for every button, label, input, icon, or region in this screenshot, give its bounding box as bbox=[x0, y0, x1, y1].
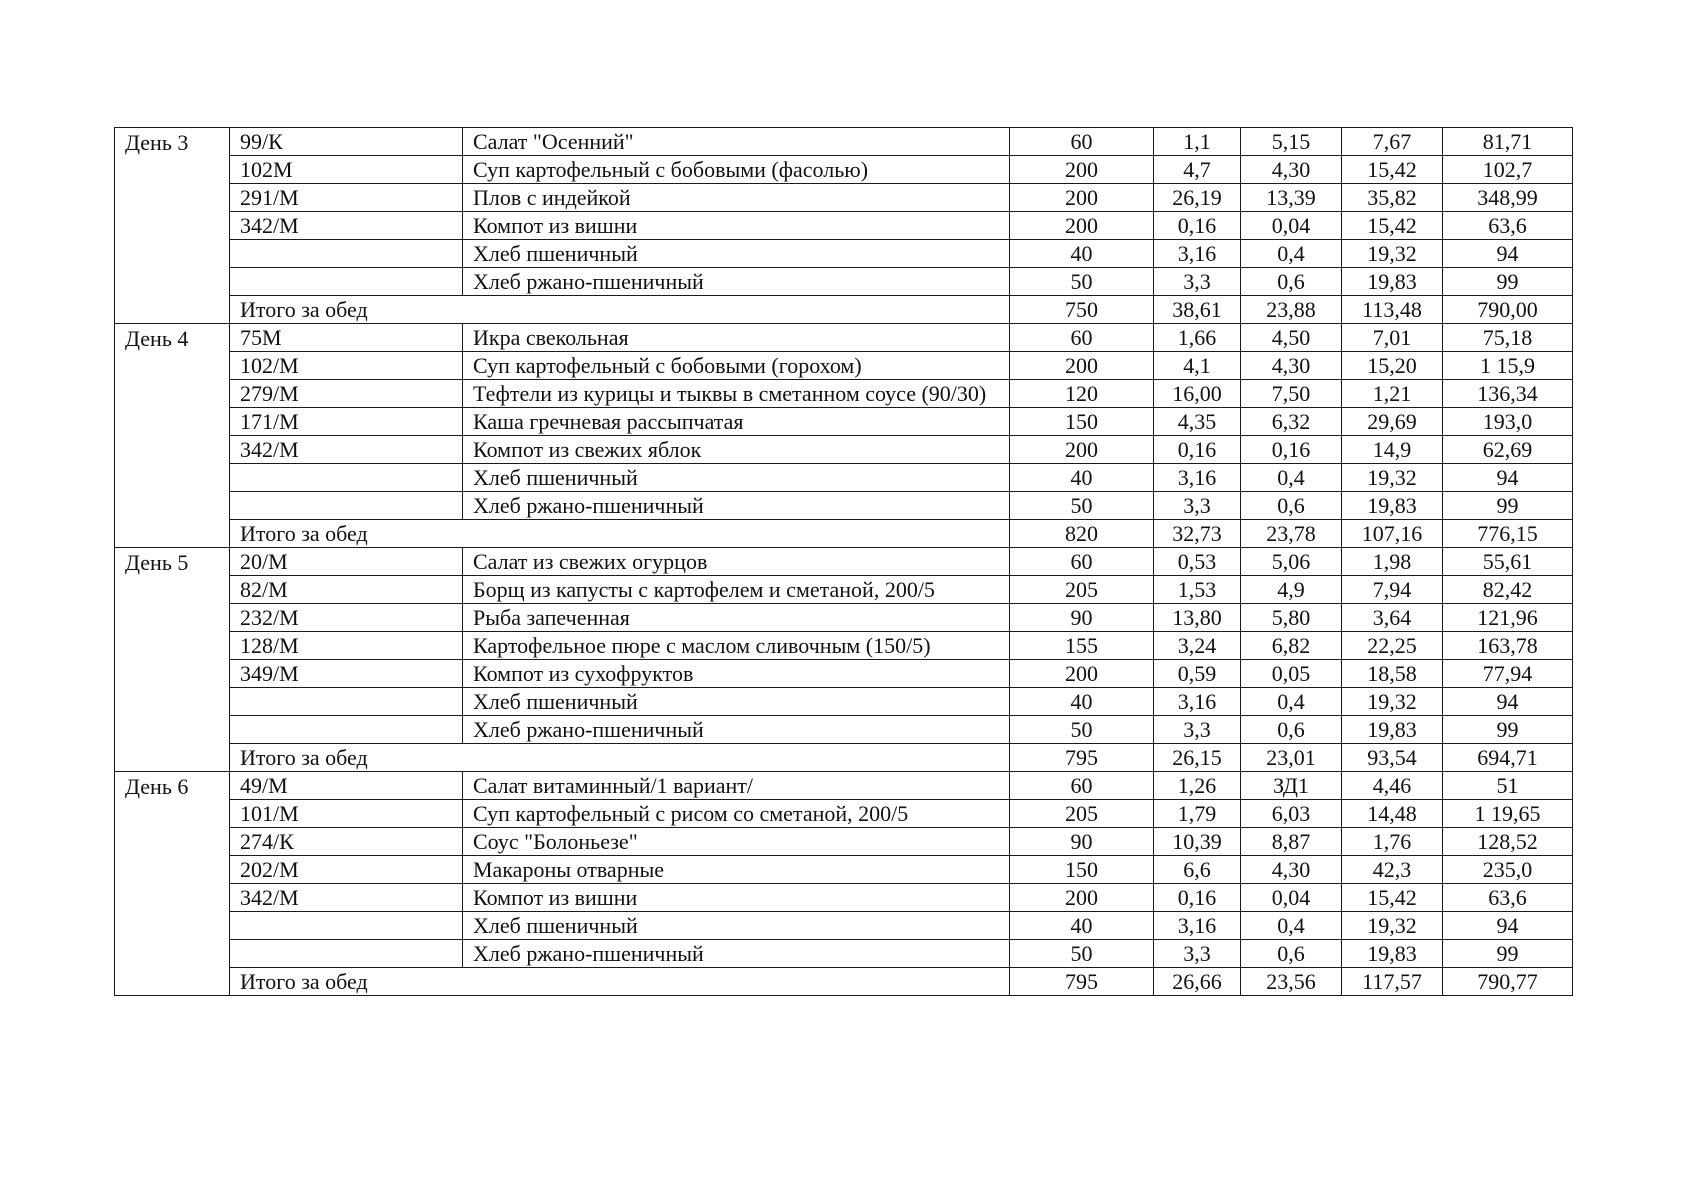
fat-cell: 0,04 bbox=[1241, 212, 1342, 240]
fat-cell: 5,80 bbox=[1241, 604, 1342, 632]
protein-cell: 3,16 bbox=[1154, 688, 1241, 716]
weight-cell: 60 bbox=[1010, 548, 1154, 576]
recipe-code-cell: 342/М bbox=[230, 436, 463, 464]
table-row bbox=[115, 408, 1573, 436]
kcal-cell: 235,0 bbox=[1443, 856, 1573, 884]
kcal-cell: 99 bbox=[1443, 716, 1573, 744]
total-weight-cell: 795 bbox=[1010, 744, 1154, 772]
fat-cell: 5,15 bbox=[1241, 128, 1342, 156]
weight-cell: 40 bbox=[1010, 464, 1154, 492]
weight-cell: 205 bbox=[1010, 800, 1154, 828]
fat-cell: 0,05 bbox=[1241, 660, 1342, 688]
recipe-code-cell bbox=[230, 268, 463, 296]
fat-cell: 6,03 bbox=[1241, 800, 1342, 828]
table-row bbox=[115, 660, 1573, 688]
fat-cell: 4,30 bbox=[1241, 856, 1342, 884]
weight-cell: 60 bbox=[1010, 128, 1154, 156]
carbs-cell: 19,32 bbox=[1342, 912, 1443, 940]
table-row bbox=[115, 688, 1573, 716]
weight-cell: 90 bbox=[1010, 604, 1154, 632]
total-protein-cell: 38,61 bbox=[1154, 296, 1241, 324]
fat-cell: 7,50 bbox=[1241, 380, 1342, 408]
table-row bbox=[115, 436, 1573, 464]
kcal-cell: 63,6 bbox=[1443, 212, 1573, 240]
carbs-cell: 15,42 bbox=[1342, 212, 1443, 240]
protein-cell: 16,00 bbox=[1154, 380, 1241, 408]
weight-cell: 90 bbox=[1010, 828, 1154, 856]
table-row bbox=[115, 268, 1573, 296]
weight-cell: 40 bbox=[1010, 912, 1154, 940]
recipe-code-cell: 101/М bbox=[230, 800, 463, 828]
kcal-cell: 75,18 bbox=[1443, 324, 1573, 352]
protein-cell: 10,39 bbox=[1154, 828, 1241, 856]
dish-name-cell: Суп картофельный с бобовыми (горохом) bbox=[463, 352, 1010, 380]
recipe-code-cell: 99/К bbox=[230, 128, 463, 156]
kcal-cell: 94 bbox=[1443, 464, 1573, 492]
protein-cell: 0,16 bbox=[1154, 436, 1241, 464]
recipe-code-cell: 128/М bbox=[230, 632, 463, 660]
kcal-cell: 99 bbox=[1443, 492, 1573, 520]
day-label: День 3 bbox=[115, 128, 230, 324]
total-row bbox=[115, 968, 1573, 996]
weight-cell: 60 bbox=[1010, 324, 1154, 352]
fat-cell: 0,16 bbox=[1241, 436, 1342, 464]
dish-name-cell: Салат "Осенний" bbox=[463, 128, 1010, 156]
protein-cell: 0,53 bbox=[1154, 548, 1241, 576]
dish-name-cell: Плов с индейкой bbox=[463, 184, 1010, 212]
total-kcal-cell: 790,00 bbox=[1443, 296, 1573, 324]
dish-name-cell: Хлеб пшеничный bbox=[463, 464, 1010, 492]
total-row bbox=[115, 520, 1573, 548]
fat-cell: 0,4 bbox=[1241, 464, 1342, 492]
total-fat-cell: 23,01 bbox=[1241, 744, 1342, 772]
table-row bbox=[115, 464, 1573, 492]
total-label: Итого за обед bbox=[230, 968, 1010, 996]
kcal-cell: 99 bbox=[1443, 268, 1573, 296]
table-row bbox=[115, 212, 1573, 240]
table-row bbox=[115, 240, 1573, 268]
carbs-cell: 19,32 bbox=[1342, 688, 1443, 716]
kcal-cell: 62,69 bbox=[1443, 436, 1573, 464]
fat-cell: 4,9 bbox=[1241, 576, 1342, 604]
kcal-cell: 55,61 bbox=[1443, 548, 1573, 576]
weight-cell: 150 bbox=[1010, 408, 1154, 436]
recipe-code-cell: 274/К bbox=[230, 828, 463, 856]
fat-cell: 0,6 bbox=[1241, 268, 1342, 296]
menu-table-body bbox=[115, 128, 1573, 996]
table-row bbox=[115, 856, 1573, 884]
fat-cell: 0,04 bbox=[1241, 884, 1342, 912]
fat-cell: 4,30 bbox=[1241, 352, 1342, 380]
table-row bbox=[115, 380, 1573, 408]
weight-cell: 50 bbox=[1010, 940, 1154, 968]
weight-cell: 155 bbox=[1010, 632, 1154, 660]
total-label: Итого за обед bbox=[230, 296, 1010, 324]
weight-cell: 200 bbox=[1010, 212, 1154, 240]
recipe-code-cell: 102/М bbox=[230, 352, 463, 380]
recipe-code-cell: 279/М bbox=[230, 380, 463, 408]
fat-cell: 0,6 bbox=[1241, 716, 1342, 744]
dish-name-cell: Хлеб ржано-пшеничный bbox=[463, 716, 1010, 744]
carbs-cell: 14,9 bbox=[1342, 436, 1443, 464]
weight-cell: 200 bbox=[1010, 184, 1154, 212]
fat-cell: 0,6 bbox=[1241, 940, 1342, 968]
dish-name-cell: Рыба запеченная bbox=[463, 604, 1010, 632]
kcal-cell: 82,42 bbox=[1443, 576, 1573, 604]
fat-cell: ЗД1 bbox=[1241, 772, 1342, 800]
fat-cell: 13,39 bbox=[1241, 184, 1342, 212]
table-row bbox=[115, 492, 1573, 520]
total-kcal-cell: 776,15 bbox=[1443, 520, 1573, 548]
kcal-cell: 94 bbox=[1443, 912, 1573, 940]
protein-cell: 26,19 bbox=[1154, 184, 1241, 212]
protein-cell: 3,24 bbox=[1154, 632, 1241, 660]
kcal-cell: 348,99 bbox=[1443, 184, 1573, 212]
carbs-cell: 42,3 bbox=[1342, 856, 1443, 884]
recipe-code-cell: 20/М bbox=[230, 548, 463, 576]
total-label: Итого за обед bbox=[230, 520, 1010, 548]
kcal-cell: 63,6 bbox=[1443, 884, 1573, 912]
protein-cell: 3,3 bbox=[1154, 492, 1241, 520]
dish-name-cell: Хлеб пшеничный bbox=[463, 912, 1010, 940]
dish-name-cell: Салат из свежих огурцов bbox=[463, 548, 1010, 576]
weight-cell: 60 bbox=[1010, 772, 1154, 800]
table-row bbox=[115, 156, 1573, 184]
carbs-cell: 29,69 bbox=[1342, 408, 1443, 436]
recipe-code-cell: 49/М bbox=[230, 772, 463, 800]
table-row bbox=[115, 884, 1573, 912]
carbs-cell: 19,83 bbox=[1342, 716, 1443, 744]
total-protein-cell: 32,73 bbox=[1154, 520, 1241, 548]
carbs-cell: 19,83 bbox=[1342, 492, 1443, 520]
kcal-cell: 99 bbox=[1443, 940, 1573, 968]
protein-cell: 4,7 bbox=[1154, 156, 1241, 184]
weight-cell: 200 bbox=[1010, 156, 1154, 184]
total-protein-cell: 26,66 bbox=[1154, 968, 1241, 996]
day-label: День 6 bbox=[115, 772, 230, 996]
recipe-code-cell bbox=[230, 940, 463, 968]
recipe-code-cell bbox=[230, 688, 463, 716]
total-label: Итого за обед bbox=[230, 744, 1010, 772]
dish-name-cell: Картофельное пюре с маслом сливочным (150/5) bbox=[463, 632, 1010, 660]
weight-cell: 200 bbox=[1010, 884, 1154, 912]
recipe-code-cell bbox=[230, 912, 463, 940]
protein-cell: 3,3 bbox=[1154, 940, 1241, 968]
kcal-cell: 193,0 bbox=[1443, 408, 1573, 436]
total-fat-cell: 23,56 bbox=[1241, 968, 1342, 996]
dish-name-cell: Хлеб ржано-пшеничный bbox=[463, 268, 1010, 296]
carbs-cell: 19,32 bbox=[1342, 464, 1443, 492]
weight-cell: 50 bbox=[1010, 492, 1154, 520]
carbs-cell: 15,42 bbox=[1342, 884, 1443, 912]
dish-name-cell: Каша гречневая рассыпчатая bbox=[463, 408, 1010, 436]
total-row bbox=[115, 296, 1573, 324]
fat-cell: 0,4 bbox=[1241, 912, 1342, 940]
recipe-code-cell: 342/М bbox=[230, 212, 463, 240]
fat-cell: 6,82 bbox=[1241, 632, 1342, 660]
recipe-code-cell: 82/М bbox=[230, 576, 463, 604]
table-row bbox=[115, 324, 1573, 352]
total-kcal-cell: 790,77 bbox=[1443, 968, 1573, 996]
fat-cell: 4,50 bbox=[1241, 324, 1342, 352]
weight-cell: 120 bbox=[1010, 380, 1154, 408]
table-row bbox=[115, 828, 1573, 856]
total-row bbox=[115, 744, 1573, 772]
weight-cell: 40 bbox=[1010, 688, 1154, 716]
table-row bbox=[115, 632, 1573, 660]
fat-cell: 4,30 bbox=[1241, 156, 1342, 184]
carbs-cell: 7,94 bbox=[1342, 576, 1443, 604]
kcal-cell: 128,52 bbox=[1443, 828, 1573, 856]
table-row bbox=[115, 716, 1573, 744]
kcal-cell: 163,78 bbox=[1443, 632, 1573, 660]
recipe-code-cell bbox=[230, 716, 463, 744]
total-weight-cell: 795 bbox=[1010, 968, 1154, 996]
recipe-code-cell: 342/М bbox=[230, 884, 463, 912]
total-fat-cell: 23,78 bbox=[1241, 520, 1342, 548]
protein-cell: 1,66 bbox=[1154, 324, 1241, 352]
table-row bbox=[115, 940, 1573, 968]
carbs-cell: 1,76 bbox=[1342, 828, 1443, 856]
recipe-code-cell bbox=[230, 240, 463, 268]
total-carbs-cell: 113,48 bbox=[1342, 296, 1443, 324]
carbs-cell: 18,58 bbox=[1342, 660, 1443, 688]
fat-cell: 5,06 bbox=[1241, 548, 1342, 576]
protein-cell: 0,59 bbox=[1154, 660, 1241, 688]
weight-cell: 200 bbox=[1010, 352, 1154, 380]
kcal-cell: 94 bbox=[1443, 240, 1573, 268]
protein-cell: 3,16 bbox=[1154, 912, 1241, 940]
carbs-cell: 7,67 bbox=[1342, 128, 1443, 156]
protein-cell: 3,3 bbox=[1154, 268, 1241, 296]
kcal-cell: 102,7 bbox=[1443, 156, 1573, 184]
weight-cell: 200 bbox=[1010, 436, 1154, 464]
weight-cell: 40 bbox=[1010, 240, 1154, 268]
table-row bbox=[115, 912, 1573, 940]
table-row bbox=[115, 800, 1573, 828]
kcal-cell: 1 15,9 bbox=[1443, 352, 1573, 380]
dish-name-cell: Борщ из капусты с картофелем и сметаной, 200/5 bbox=[463, 576, 1010, 604]
recipe-code-cell: 349/М bbox=[230, 660, 463, 688]
day-label: День 5 bbox=[115, 548, 230, 772]
carbs-cell: 1,98 bbox=[1342, 548, 1443, 576]
weight-cell: 50 bbox=[1010, 716, 1154, 744]
dish-name-cell: Тефтели из курицы и тыквы в сметанном соусе (90/30) bbox=[463, 380, 1010, 408]
dish-name-cell: Хлеб ржано-пшеничный bbox=[463, 940, 1010, 968]
protein-cell: 6,6 bbox=[1154, 856, 1241, 884]
weight-cell: 205 bbox=[1010, 576, 1154, 604]
carbs-cell: 14,48 bbox=[1342, 800, 1443, 828]
table-row bbox=[115, 352, 1573, 380]
protein-cell: 13,80 bbox=[1154, 604, 1241, 632]
total-carbs-cell: 117,57 bbox=[1342, 968, 1443, 996]
dish-name-cell: Компот из вишни bbox=[463, 884, 1010, 912]
recipe-code-cell: 202/М bbox=[230, 856, 463, 884]
table-row bbox=[115, 604, 1573, 632]
kcal-cell: 94 bbox=[1443, 688, 1573, 716]
protein-cell: 3,16 bbox=[1154, 240, 1241, 268]
fat-cell: 6,32 bbox=[1241, 408, 1342, 436]
recipe-code-cell: 291/М bbox=[230, 184, 463, 212]
fat-cell: 0,6 bbox=[1241, 492, 1342, 520]
carbs-cell: 35,82 bbox=[1342, 184, 1443, 212]
kcal-cell: 121,96 bbox=[1443, 604, 1573, 632]
carbs-cell: 3,64 bbox=[1342, 604, 1443, 632]
table-row bbox=[115, 184, 1573, 212]
dish-name-cell: Соус "Болоньезе" bbox=[463, 828, 1010, 856]
dish-name-cell: Компот из сухофруктов bbox=[463, 660, 1010, 688]
total-kcal-cell: 694,71 bbox=[1443, 744, 1573, 772]
fat-cell: 0,4 bbox=[1241, 688, 1342, 716]
dish-name-cell: Компот из вишни bbox=[463, 212, 1010, 240]
carbs-cell: 15,42 bbox=[1342, 156, 1443, 184]
recipe-code-cell bbox=[230, 492, 463, 520]
carbs-cell: 22,25 bbox=[1342, 632, 1443, 660]
recipe-code-cell: 232/М bbox=[230, 604, 463, 632]
kcal-cell: 77,94 bbox=[1443, 660, 1573, 688]
carbs-cell: 7,01 bbox=[1342, 324, 1443, 352]
recipe-code-cell: 102М bbox=[230, 156, 463, 184]
carbs-cell: 19,32 bbox=[1342, 240, 1443, 268]
protein-cell: 1,53 bbox=[1154, 576, 1241, 604]
table-row bbox=[115, 772, 1573, 800]
dish-name-cell: Компот из свежих яблок bbox=[463, 436, 1010, 464]
protein-cell: 0,16 bbox=[1154, 884, 1241, 912]
total-carbs-cell: 93,54 bbox=[1342, 744, 1443, 772]
total-weight-cell: 820 bbox=[1010, 520, 1154, 548]
carbs-cell: 15,20 bbox=[1342, 352, 1443, 380]
weight-cell: 200 bbox=[1010, 660, 1154, 688]
dish-name-cell: Макароны отварные bbox=[463, 856, 1010, 884]
fat-cell: 0,4 bbox=[1241, 240, 1342, 268]
total-carbs-cell: 107,16 bbox=[1342, 520, 1443, 548]
total-protein-cell: 26,15 bbox=[1154, 744, 1241, 772]
protein-cell: 4,1 bbox=[1154, 352, 1241, 380]
protein-cell: 0,16 bbox=[1154, 212, 1241, 240]
total-weight-cell: 750 bbox=[1010, 296, 1154, 324]
table-row bbox=[115, 576, 1573, 604]
dish-name-cell: Суп картофельный с рисом со сметаной, 200/5 bbox=[463, 800, 1010, 828]
protein-cell: 1,79 bbox=[1154, 800, 1241, 828]
carbs-cell: 19,83 bbox=[1342, 940, 1443, 968]
dish-name-cell: Хлеб ржано-пшеничный bbox=[463, 492, 1010, 520]
carbs-cell: 1,21 bbox=[1342, 380, 1443, 408]
table-row bbox=[115, 128, 1573, 156]
protein-cell: 1,1 bbox=[1154, 128, 1241, 156]
recipe-code-cell: 171/М bbox=[230, 408, 463, 436]
dish-name-cell: Икра свекольная bbox=[463, 324, 1010, 352]
fat-cell: 8,87 bbox=[1241, 828, 1342, 856]
dish-name-cell: Суп картофельный с бобовыми (фасолью) bbox=[463, 156, 1010, 184]
kcal-cell: 81,71 bbox=[1443, 128, 1573, 156]
recipe-code-cell bbox=[230, 464, 463, 492]
day-label: День 4 bbox=[115, 324, 230, 548]
protein-cell: 1,26 bbox=[1154, 772, 1241, 800]
kcal-cell: 1 19,65 bbox=[1443, 800, 1573, 828]
carbs-cell: 19,83 bbox=[1342, 268, 1443, 296]
carbs-cell: 4,46 bbox=[1342, 772, 1443, 800]
protein-cell: 4,35 bbox=[1154, 408, 1241, 436]
dish-name-cell: Салат витаминный/1 вариант/ bbox=[463, 772, 1010, 800]
protein-cell: 3,16 bbox=[1154, 464, 1241, 492]
recipe-code-cell: 75М bbox=[230, 324, 463, 352]
table-row bbox=[115, 548, 1573, 576]
weight-cell: 150 bbox=[1010, 856, 1154, 884]
kcal-cell: 51 bbox=[1443, 772, 1573, 800]
protein-cell: 3,3 bbox=[1154, 716, 1241, 744]
kcal-cell: 136,34 bbox=[1443, 380, 1573, 408]
total-fat-cell: 23,88 bbox=[1241, 296, 1342, 324]
menu-table bbox=[114, 127, 1573, 996]
weight-cell: 50 bbox=[1010, 268, 1154, 296]
dish-name-cell: Хлеб пшеничный bbox=[463, 240, 1010, 268]
dish-name-cell: Хлеб пшеничный bbox=[463, 688, 1010, 716]
